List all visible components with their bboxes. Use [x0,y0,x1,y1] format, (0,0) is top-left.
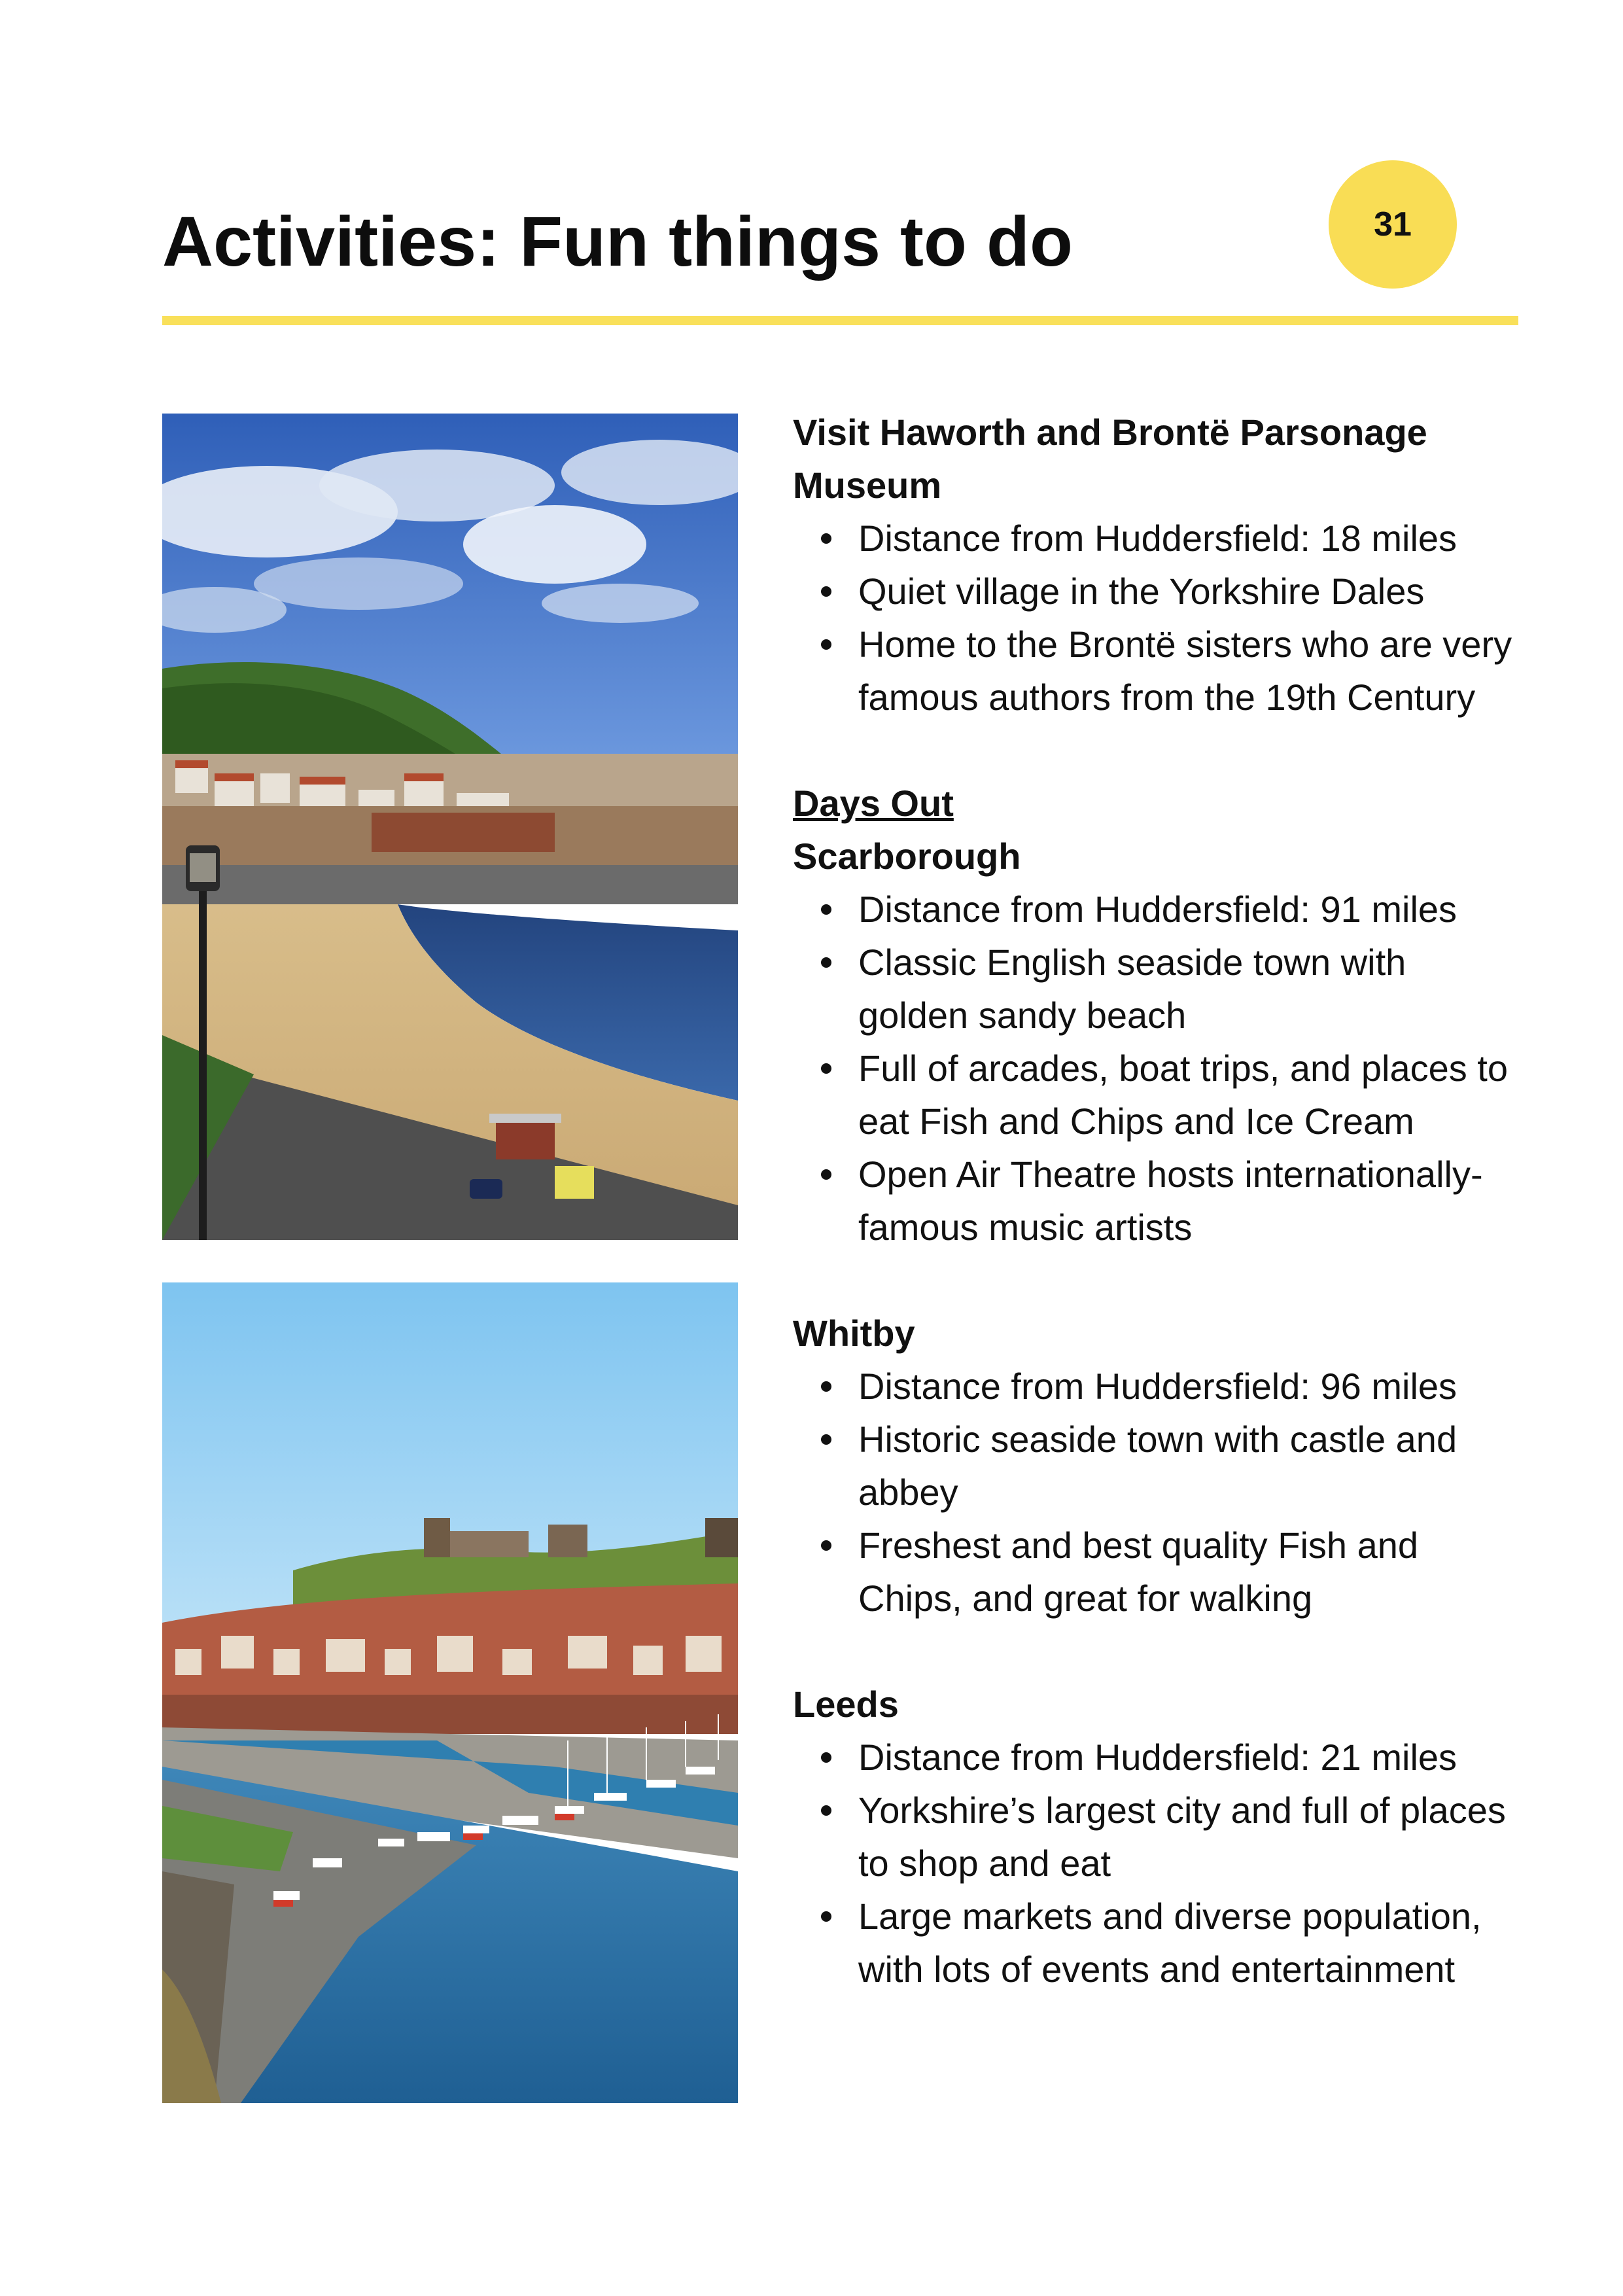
list-item: Large markets and diverse population, with lots of events and entertainment [793,1890,1526,1996]
days-out-heading: Days Out [793,783,954,824]
page-title: Activities: Fun things to do [162,202,1073,281]
page-number-badge: 31 [1329,160,1457,289]
scarborough-photo [162,414,738,1240]
list-item: Yorkshire’s largest city and full of places to shop and eat [793,1784,1526,1890]
list-item: Distance from Huddersfield: 96 miles [793,1360,1526,1413]
list-item: Quiet village in the Yorkshire Dales [793,565,1526,618]
haworth-list [793,512,1526,724]
list-item: Distance from Huddersfield: 21 miles [793,1731,1526,1784]
list-item: Classic English seaside town with golden sandy beach [793,936,1526,1042]
list-item: Open Air Theatre hosts internationally-famous music artists [793,1148,1526,1254]
list-item: Freshest and best quality Fish and Chips, and great for walking [793,1519,1526,1625]
activities-content [793,406,1526,1996]
scarborough-heading: Scarborough [793,836,1021,877]
haworth-heading: Visit Haworth and Brontë Parsonage Museum [793,412,1427,506]
whitby-photo [162,1282,738,2103]
title-divider [162,316,1518,325]
scarborough-list [793,883,1526,1254]
leeds-list [793,1731,1526,1996]
list-item: Home to the Brontë sisters who are very famous authors from the 19th Century [793,618,1526,724]
whitby-heading: Whitby [793,1313,915,1354]
whitby-list [793,1360,1526,1625]
leeds-heading: Leeds [793,1684,899,1725]
list-item: Distance from Huddersfield: 18 miles [793,512,1526,565]
list-item: Historic seaside town with castle and abbey [793,1413,1526,1519]
list-item: Full of arcades, boat trips, and places to eat Fish and Chips and Ice Cream [793,1042,1526,1148]
list-item: Distance from Huddersfield: 91 miles [793,883,1526,936]
